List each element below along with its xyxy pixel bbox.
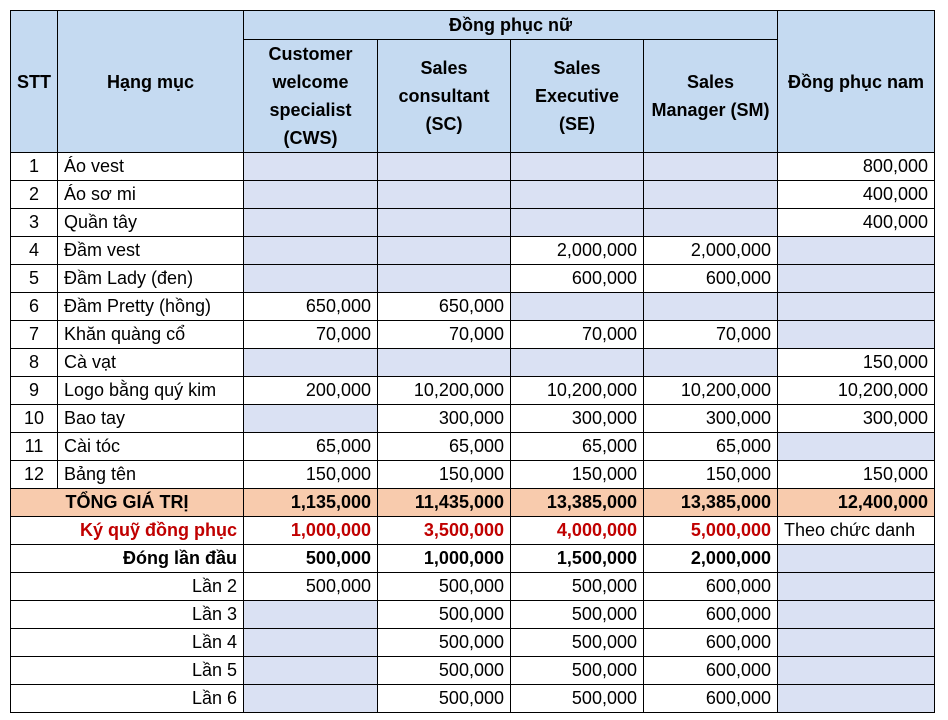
header-male: Đồng phục nam — [778, 11, 935, 153]
sc-price-cell: 65,000 — [378, 433, 511, 461]
sc-price-cell: 10,200,000 — [378, 377, 511, 405]
sc-price-cell: 650,000 — [378, 293, 511, 321]
total-sm-cell: 13,385,000 — [644, 489, 778, 517]
item-name-cell: Logo bằng quý kim — [58, 377, 244, 405]
table-row — [11, 237, 935, 265]
stt-cell: 7 — [11, 321, 58, 349]
stt-cell: 8 — [11, 349, 58, 377]
cws-price-cell: 65,000 — [244, 433, 378, 461]
stt-cell: 4 — [11, 237, 58, 265]
stt-cell: 2 — [11, 181, 58, 209]
item-name-cell: Khăn quàng cổ — [58, 321, 244, 349]
installment-cws-cell: 500,000 — [244, 545, 378, 573]
male-price-cell: 150,000 — [778, 349, 935, 377]
table-row — [11, 321, 935, 349]
sm-price-cell — [644, 293, 778, 321]
table-row — [11, 209, 935, 237]
table-row — [11, 293, 935, 321]
sc-price-cell — [378, 265, 511, 293]
installment-se-cell: 500,000 — [511, 685, 644, 713]
male-price-cell — [778, 321, 935, 349]
sm-price-cell: 150,000 — [644, 461, 778, 489]
sc-price-cell: 300,000 — [378, 405, 511, 433]
installment-sc-cell: 500,000 — [378, 601, 511, 629]
stt-cell: 12 — [11, 461, 58, 489]
header-stt: STT — [11, 11, 58, 153]
male-price-cell: 400,000 — [778, 209, 935, 237]
se-price-cell: 150,000 — [511, 461, 644, 489]
item-name-cell: Bao tay — [58, 405, 244, 433]
stt-cell: 1 — [11, 153, 58, 181]
sc-price-cell — [378, 181, 511, 209]
installment-male-cell — [778, 573, 935, 601]
table-row — [11, 349, 935, 377]
item-name-cell: Cà vạt — [58, 349, 244, 377]
header-cws: Customer welcome specialist (CWS) — [244, 40, 378, 153]
item-name-cell: Đầm Lady (đen) — [58, 265, 244, 293]
installment-sc-cell: 500,000 — [378, 657, 511, 685]
item-name-cell: Quần tây — [58, 209, 244, 237]
deposit-row — [11, 517, 935, 545]
total-cws-cell: 1,135,000 — [244, 489, 378, 517]
male-price-cell: 300,000 — [778, 405, 935, 433]
se-price-cell: 2,000,000 — [511, 237, 644, 265]
sc-price-cell — [378, 153, 511, 181]
header-category: Hạng mục — [58, 11, 244, 153]
installment-label: Lần 2 — [11, 573, 244, 601]
sm-price-cell: 2,000,000 — [644, 237, 778, 265]
stt-cell: 11 — [11, 433, 58, 461]
sc-price-cell — [378, 237, 511, 265]
installment-se-cell: 500,000 — [511, 573, 644, 601]
installment-label: Lần 6 — [11, 685, 244, 713]
male-price-cell — [778, 433, 935, 461]
cws-price-cell — [244, 181, 378, 209]
installment-sc-cell: 500,000 — [378, 685, 511, 713]
installment-se-cell: 1,500,000 — [511, 545, 644, 573]
stt-cell: 5 — [11, 265, 58, 293]
stt-cell: 3 — [11, 209, 58, 237]
table-row — [11, 377, 935, 405]
installment-sc-cell: 500,000 — [378, 629, 511, 657]
table-row — [11, 433, 935, 461]
stt-cell: 10 — [11, 405, 58, 433]
male-price-cell: 800,000 — [778, 153, 935, 181]
male-price-cell: 400,000 — [778, 181, 935, 209]
installment-label: Lần 5 — [11, 657, 244, 685]
header-sm: Sales Manager (SM) — [644, 40, 778, 153]
se-price-cell — [511, 349, 644, 377]
se-price-cell — [511, 293, 644, 321]
first-payment-row — [11, 545, 935, 573]
installment-label: Lần 3 — [11, 601, 244, 629]
installment-male-cell — [778, 629, 935, 657]
se-price-cell: 300,000 — [511, 405, 644, 433]
sm-price-cell: 10,200,000 — [644, 377, 778, 405]
total-se-cell: 13,385,000 — [511, 489, 644, 517]
sc-price-cell — [378, 209, 511, 237]
cws-price-cell — [244, 153, 378, 181]
male-price-cell: 150,000 — [778, 461, 935, 489]
header-se: Sales Executive (SE) — [511, 40, 644, 153]
installment-se-cell: 500,000 — [511, 601, 644, 629]
header-sc: Sales consultant (SC) — [378, 40, 511, 153]
installment-row — [11, 685, 935, 713]
installment-label: Lần 4 — [11, 629, 244, 657]
installment-sc-cell: 500,000 — [378, 573, 511, 601]
se-price-cell: 70,000 — [511, 321, 644, 349]
deposit-sm-cell: 5,000,000 — [644, 517, 778, 545]
installment-cws-cell — [244, 657, 378, 685]
uniform-price-table — [10, 10, 935, 713]
sm-price-cell: 65,000 — [644, 433, 778, 461]
installment-row — [11, 573, 935, 601]
installment-cws-cell — [244, 601, 378, 629]
total-sc-cell: 11,435,000 — [378, 489, 511, 517]
male-price-cell — [778, 237, 935, 265]
table-row — [11, 405, 935, 433]
installment-male-cell — [778, 657, 935, 685]
deposit-label: Ký quỹ đồng phục — [11, 517, 244, 545]
installment-row — [11, 601, 935, 629]
installment-sm-cell: 2,000,000 — [644, 545, 778, 573]
cws-price-cell: 150,000 — [244, 461, 378, 489]
cws-price-cell — [244, 237, 378, 265]
deposit-sc-cell: 3,500,000 — [378, 517, 511, 545]
installment-row — [11, 629, 935, 657]
cws-price-cell: 70,000 — [244, 321, 378, 349]
item-name-cell: Đầm vest — [58, 237, 244, 265]
installment-cws-cell: 500,000 — [244, 573, 378, 601]
installment-se-cell: 500,000 — [511, 657, 644, 685]
total-label: TỔNG GIÁ TRỊ — [11, 489, 244, 517]
installment-male-cell — [778, 545, 935, 573]
installment-row — [11, 657, 935, 685]
installment-sm-cell: 600,000 — [644, 685, 778, 713]
deposit-male-note: Theo chức danh — [778, 517, 935, 545]
item-name-cell: Đầm Pretty (hồng) — [58, 293, 244, 321]
header-female-group: Đồng phục nữ — [244, 11, 778, 40]
installment-cws-cell — [244, 629, 378, 657]
se-price-cell: 65,000 — [511, 433, 644, 461]
table-row — [11, 181, 935, 209]
item-name-cell: Áo vest — [58, 153, 244, 181]
male-price-cell — [778, 293, 935, 321]
cws-price-cell: 650,000 — [244, 293, 378, 321]
installment-cws-cell — [244, 685, 378, 713]
deposit-cws-cell: 1,000,000 — [244, 517, 378, 545]
table-row — [11, 153, 935, 181]
sm-price-cell: 300,000 — [644, 405, 778, 433]
installment-sm-cell: 600,000 — [644, 629, 778, 657]
installment-label: Đóng lần đầu — [11, 545, 244, 573]
se-price-cell: 600,000 — [511, 265, 644, 293]
se-price-cell — [511, 153, 644, 181]
total-row — [11, 489, 935, 517]
stt-cell: 9 — [11, 377, 58, 405]
item-name-cell: Cài tóc — [58, 433, 244, 461]
installment-male-cell — [778, 685, 935, 713]
sm-price-cell: 70,000 — [644, 321, 778, 349]
se-price-cell — [511, 181, 644, 209]
stt-cell: 6 — [11, 293, 58, 321]
sc-price-cell: 70,000 — [378, 321, 511, 349]
total-male-cell: 12,400,000 — [778, 489, 935, 517]
installment-se-cell: 500,000 — [511, 629, 644, 657]
sc-price-cell — [378, 349, 511, 377]
sm-price-cell — [644, 209, 778, 237]
installment-sm-cell: 600,000 — [644, 657, 778, 685]
cws-price-cell: 200,000 — [244, 377, 378, 405]
table-row — [11, 265, 935, 293]
cws-price-cell — [244, 209, 378, 237]
sm-price-cell — [644, 349, 778, 377]
sm-price-cell — [644, 181, 778, 209]
installment-sm-cell: 600,000 — [644, 573, 778, 601]
se-price-cell: 10,200,000 — [511, 377, 644, 405]
table-row — [11, 461, 935, 489]
sm-price-cell — [644, 153, 778, 181]
cws-price-cell — [244, 349, 378, 377]
cws-price-cell — [244, 405, 378, 433]
sc-price-cell: 150,000 — [378, 461, 511, 489]
installment-sc-cell: 1,000,000 — [378, 545, 511, 573]
cws-price-cell — [244, 265, 378, 293]
male-price-cell — [778, 265, 935, 293]
installment-male-cell — [778, 601, 935, 629]
se-price-cell — [511, 209, 644, 237]
male-price-cell: 10,200,000 — [778, 377, 935, 405]
item-name-cell: Áo sơ mi — [58, 181, 244, 209]
installment-sm-cell: 600,000 — [644, 601, 778, 629]
item-name-cell: Bảng tên — [58, 461, 244, 489]
sm-price-cell: 600,000 — [644, 265, 778, 293]
deposit-se-cell: 4,000,000 — [511, 517, 644, 545]
